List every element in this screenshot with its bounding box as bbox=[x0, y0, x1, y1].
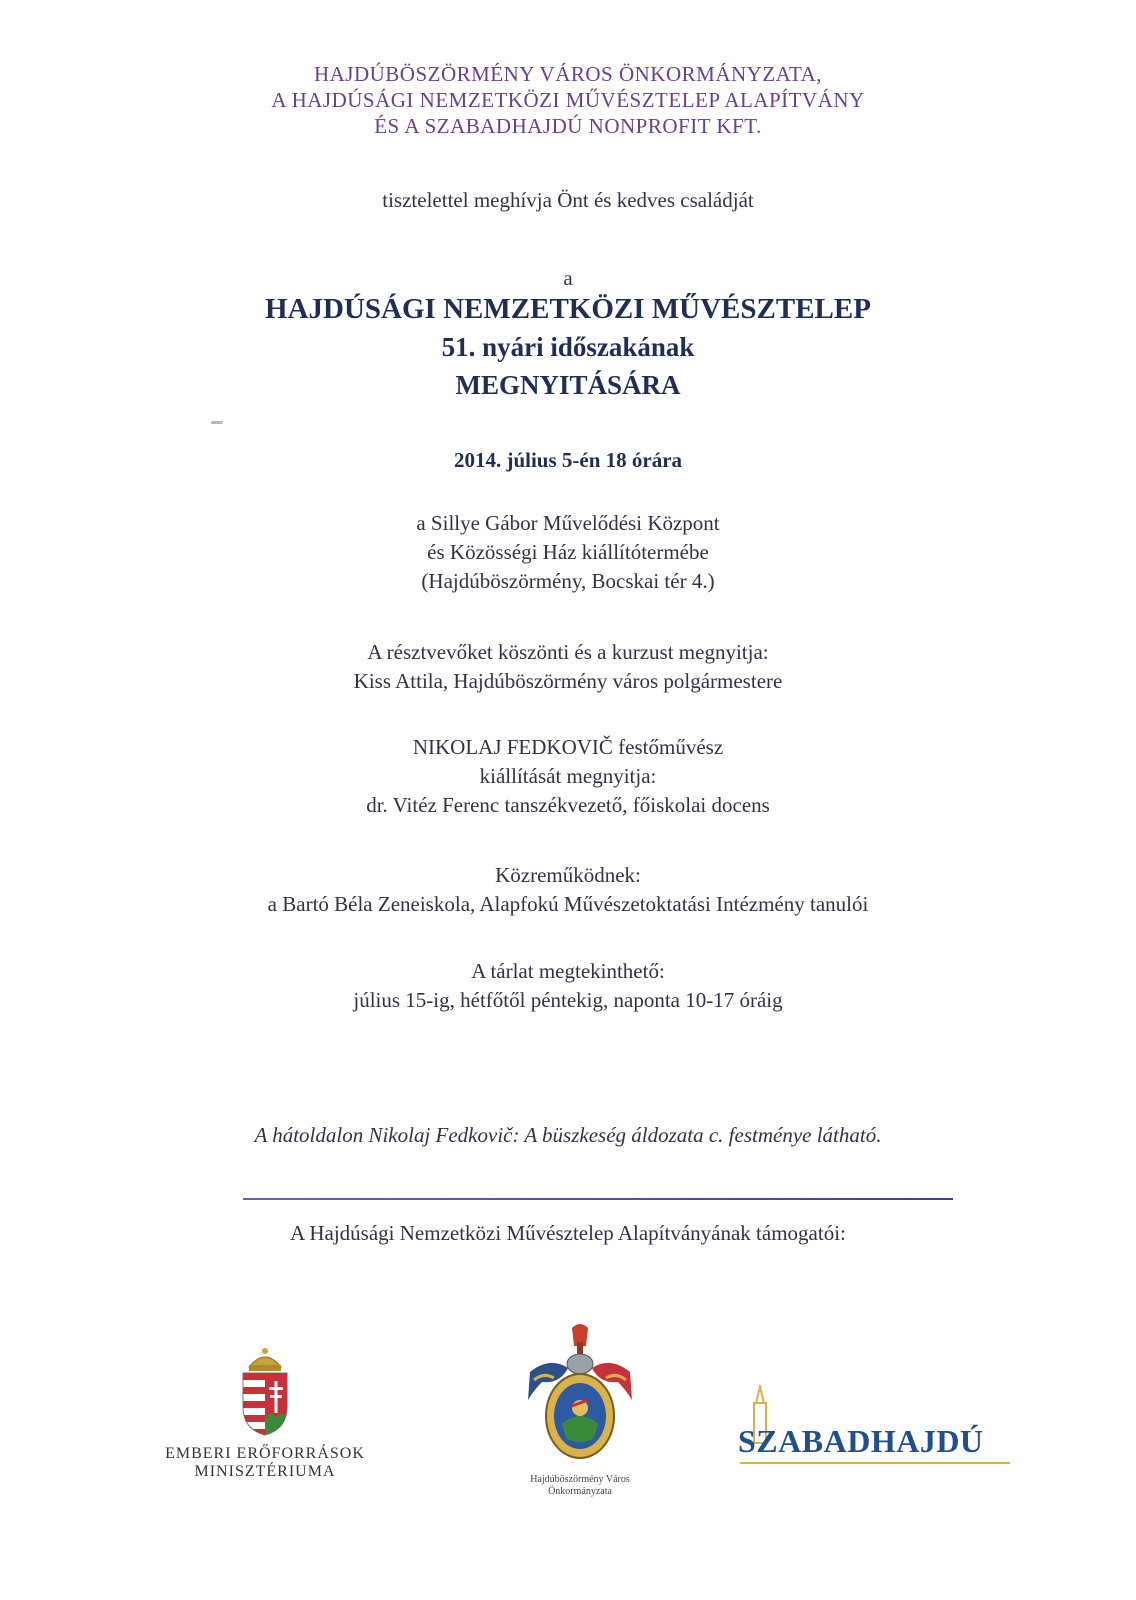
city-coat-of-arms-icon bbox=[520, 1320, 640, 1470]
welcome-block bbox=[0, 638, 1136, 696]
scan-speck bbox=[211, 421, 223, 424]
organizer-line: A HAJDÚSÁGI NEMZETKÖZI MŰVÉSZTELEP ALAPÍTVÁNY bbox=[271, 88, 865, 112]
welcome-line: Kiss Attila, Hajdúböszörmény város polgármestere bbox=[353, 669, 783, 693]
venue-block bbox=[0, 509, 1136, 596]
viewing-line: július 15-ig, hétfőtől péntekig, naponta 10-17 óráig bbox=[353, 988, 783, 1012]
ministry-name-line: MINISZTÉRIUMA bbox=[194, 1463, 336, 1480]
szabadhajdu-wordmark: SZABADHAJDÚ bbox=[738, 1423, 984, 1459]
city-name-line: Önkormányzata bbox=[548, 1486, 612, 1497]
divider-line bbox=[243, 1198, 953, 1200]
viewing-line: A tárlat megtekinthető: bbox=[471, 959, 665, 983]
back-note: A hátoldalon Nikolaj Fedkovič: A büszkeség áldozata c. festménye látható. bbox=[254, 1123, 882, 1147]
exhibition-line: dr. Vitéz Ferenc tanszékvezető, főiskolai docens bbox=[366, 793, 770, 817]
szabadhajdu-logo bbox=[738, 1385, 1028, 1475]
exhibition-block bbox=[0, 733, 1136, 820]
event-subtitle: 51. nyári időszakának bbox=[441, 332, 695, 362]
organizer-line: ÉS A SZABADHAJDÚ NONPROFIT KFT. bbox=[374, 114, 762, 138]
supporters-heading: A Hajdúsági Nemzetközi Művésztelep Alapítványának támogatói: bbox=[290, 1221, 846, 1245]
venue-line: (Hajdúböszörmény, Bocskai tér 4.) bbox=[421, 569, 715, 593]
city-name-line: Hajdúböszörmény Város bbox=[530, 1474, 630, 1485]
event-title: HAJDÚSÁGI NEMZETKÖZI MŰVÉSZTELEP bbox=[265, 293, 871, 325]
venue-line: és Közösségi Ház kiállítótermébe bbox=[427, 540, 709, 564]
performers-line: a Bartó Béla Zeneiskola, Alapfokú Művészetoktatási Intézmény tanulói bbox=[267, 892, 869, 916]
organizer-line: HAJDÚBÖSZÖRMÉNY VÁROS ÖNKORMÁNYZATA, bbox=[313, 62, 823, 86]
performers-line: Közreműködnek: bbox=[495, 863, 641, 887]
exhibition-line: kiállítását megnyitja: bbox=[479, 764, 657, 788]
event-date-time: 2014. július 5-én 18 órára bbox=[453, 448, 683, 472]
szabadhajdu-underline bbox=[740, 1462, 1010, 1464]
welcome-line: A résztvevőket köszönti és a kurzust megnyitja: bbox=[367, 640, 769, 664]
event-article: a bbox=[563, 266, 573, 290]
ministry-name bbox=[140, 1445, 390, 1481]
event-occasion: MEGNYITÁSÁRA bbox=[455, 370, 681, 400]
city-logo bbox=[510, 1320, 650, 1498]
ministry-logo bbox=[140, 1345, 390, 1481]
viewing-block bbox=[0, 957, 1136, 1015]
ministry-name-line: EMBERI ERŐFORRÁSOK bbox=[165, 1445, 365, 1462]
performers-block bbox=[0, 861, 1136, 919]
organizers-block bbox=[0, 61, 1136, 139]
invitation-line: tisztelettel meghívja Önt és kedves családját bbox=[382, 188, 754, 212]
city-name bbox=[510, 1474, 650, 1498]
venue-line: a Sillye Gábor Művelődési Központ bbox=[416, 511, 720, 535]
hungarian-coat-of-arms-icon bbox=[235, 1345, 295, 1437]
exhibition-line: NIKOLAJ FEDKOVIČ festőművész bbox=[412, 735, 724, 759]
